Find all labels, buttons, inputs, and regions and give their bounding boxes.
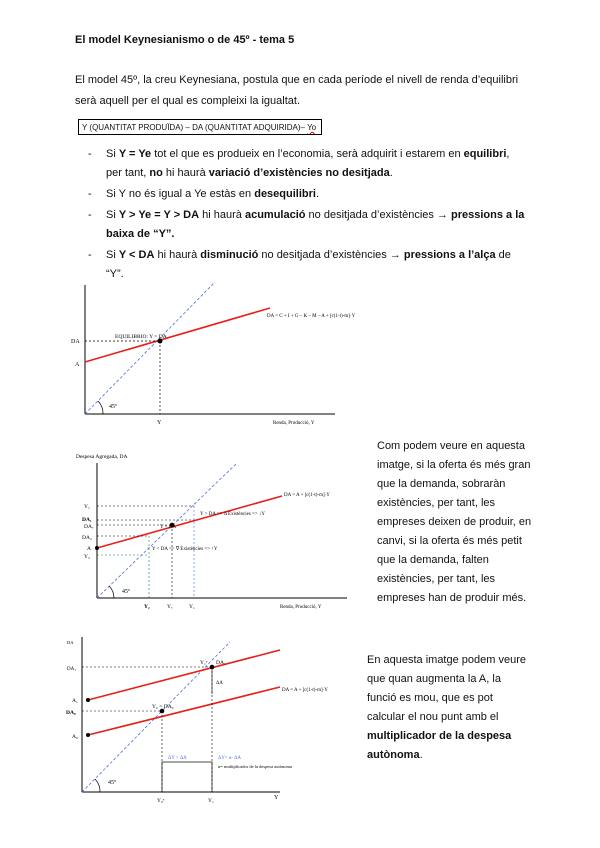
x-tick-y2: Y₂: [144, 604, 150, 610]
figure-keynesian-cross: [65, 280, 365, 430]
figure-disequilibrium: [72, 448, 362, 618]
angle-label: 45º: [122, 589, 130, 595]
equilibrium-label: EQUILIBRIO: Y = DA: [115, 334, 167, 340]
da-equation-label: DA = C + I + G – K – M – A + [c(1-t)-m]·Y: [267, 314, 356, 319]
a1-point: [86, 698, 90, 702]
x-axis-label: Y: [274, 795, 279, 801]
da-e-label: DAₑ: [84, 524, 94, 530]
45-degree-line: [85, 282, 215, 414]
da0-label: DA₀: [66, 710, 76, 716]
formula-tail: Yo: [307, 123, 317, 132]
y2-label: Y₂: [84, 554, 90, 560]
y-tick-label: Y: [157, 420, 162, 426]
angle-label: 45º: [109, 404, 117, 410]
da2-label: DA₂: [82, 535, 92, 541]
equilibrium-formula-box: [78, 119, 322, 135]
upper-note: Y > DA => Δ Existències => ↓Y: [200, 512, 266, 517]
da-equation-label: DA = A + [c(1-t)-m]·Y: [282, 688, 328, 693]
angle-arc: [98, 401, 103, 414]
equilibrium-label: Y = DA: [160, 525, 176, 530]
angle-arc: [109, 586, 114, 598]
a1-label: A₁: [72, 698, 78, 704]
list-item: - Si Y = Ye tot el que es produeix en l’economia, serà adquirit i estarem en equilibri, per tant, no hi haurà variació d’existències no desitjada.: [88, 145, 528, 183]
a-label: A: [75, 362, 80, 368]
a-point: [95, 546, 99, 550]
side-paragraph-1: Com podem veure en aquesta imatge, si la oferta és més gran que la demanda, sobraràn existències, per tant, les empreses deixen de produir, en canvi, si la oferta és més petit que la demanda, falten existències, per tant, les empreses han de produir més.: [377, 440, 532, 604]
y-axis-label: Despesa Agregada, DA: [76, 454, 128, 460]
page-title: El model Keynesianismo o de 45º - tema 5: [75, 34, 295, 46]
a0-point: [86, 733, 90, 737]
aggregate-demand-line-0: [88, 687, 280, 735]
figure-multiplier: [60, 632, 360, 812]
a0-label: A₀: [72, 734, 78, 740]
delta-a-label: ΔA: [216, 681, 223, 686]
da-label: DA: [71, 339, 80, 345]
aggregate-demand-line: [85, 308, 270, 362]
45-degree-line: [82, 642, 230, 792]
x-tick-y1: Y₁: [208, 798, 214, 804]
multiplier-note: α= multiplicador de la despesa autònoma: [218, 764, 292, 769]
y1-top-label: Y₁ᵉ: [200, 660, 208, 666]
x-tick-y1: Y₁: [189, 604, 195, 610]
equilibrium-1: [210, 665, 215, 670]
da1-axis-label: DA₁: [67, 667, 76, 672]
45-degree-line: [97, 463, 237, 598]
side-paragraph-2: En aquesta imatge podem veure que quan augmenta la A, la funció es mou, que es pot calcular el nou punt amb el multiplicador de la despesa autònoma.: [367, 654, 526, 761]
angle-arc: [95, 779, 100, 792]
box-label: ΔY > ΔA: [168, 756, 187, 761]
y1-label: Y₁: [84, 504, 90, 510]
da-equation-label: DA = A + [c(1-t)-m]·Y: [284, 493, 330, 498]
list-item: - Si Y > Ye = Y > DA hi haurà acumulació no desitjada d’existències → pressions a la baixa de “Y”.: [88, 206, 528, 244]
x-axis-label: Renda, Producció, Y: [273, 421, 315, 426]
da1-label: DA₁: [82, 517, 92, 523]
aggregate-demand-line: [97, 496, 282, 548]
x-tick-ye: Yₑ: [167, 604, 173, 610]
lower-note: Y < DA => ∇ Existències => ↑Y: [152, 547, 218, 552]
list-item: - Si Y < DA hi haurà disminució no desitjada d’existències → pressions a l’alça de “Y”.: [88, 246, 528, 284]
list-item: - Si Y no és igual a Ye estàs en desequilibri.: [88, 185, 528, 204]
formula-label: ΔY= α· ΔA: [218, 756, 241, 761]
x-tick-y0: Y₀ᵉ: [157, 798, 165, 804]
conditions-list: [88, 145, 528, 286]
da1-point-label: DA₁: [216, 660, 226, 666]
x-axis-label: Renda, Producció, Y: [280, 605, 322, 610]
a-label: A: [87, 546, 91, 552]
formula-main: Y (QUANTITAT PRODUÏDA) – DA (QUANTITAT ADQUIRIDA)–: [82, 123, 308, 132]
intro-paragraph: El model 45º, la creu Keynesiana, postula que en cada període el nivell de renda d’equilibri serà aquell per el qual es compleixi la igualtat.: [75, 74, 519, 107]
y0-point-label: Y₀ = DA₀: [152, 704, 174, 710]
aggregate-demand-line-1: [88, 650, 280, 700]
delta-box: [162, 762, 212, 792]
angle-label: 45º: [108, 780, 116, 786]
y-axis-label: DA: [67, 640, 74, 645]
